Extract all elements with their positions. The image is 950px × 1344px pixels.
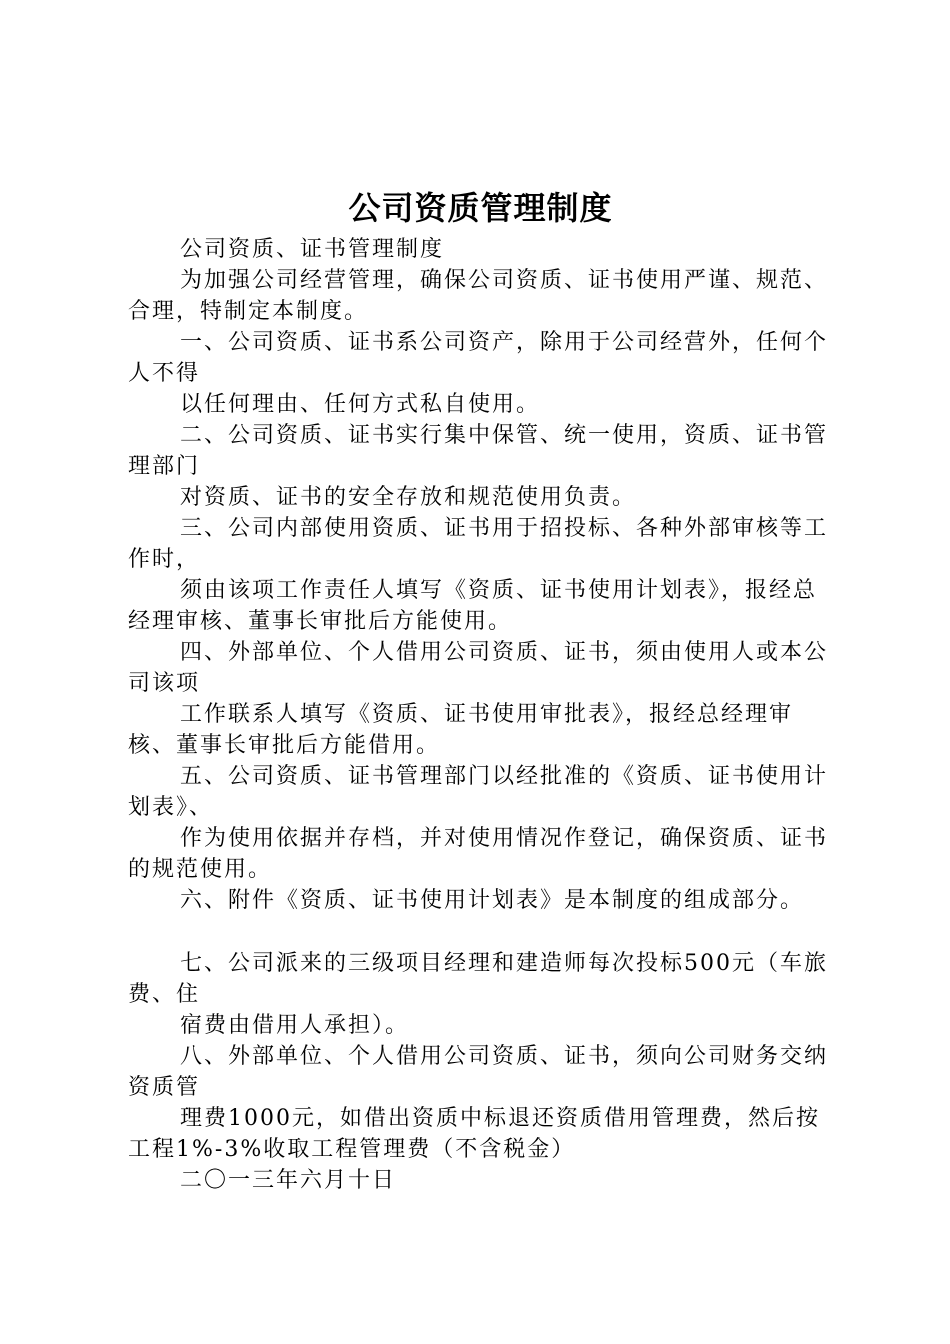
paragraph-spacer xyxy=(128,916,833,948)
document-title: 公司资质管理制度 xyxy=(348,189,613,227)
paragraph-clause-8-b: 理费1000元，如借出资质中标退还资质借用管理费，然后按工程1%-3%收取工程管理费（不含税金） xyxy=(128,1106,820,1162)
paragraph-subtitle: 公司资质、证书管理制度 xyxy=(180,237,445,262)
paragraph-clause-2-a: 二、公司资质、证书实行集中保管、统一使用，资质、证书管理部门 xyxy=(128,423,829,479)
paragraph-clause-1-b: 以任何理由、任何方式私自使用。 xyxy=(180,392,541,417)
paragraph-clause-5-b: 作为使用依据并存档，并对使用情况作登记，确保资质、证书的规范使用。 xyxy=(128,826,829,882)
paragraph-purpose: 为加强公司经营管理，确保公司资质、证书使用严谨、规范、合理，特制定本制度。 xyxy=(128,268,829,324)
paragraph-clause-6: 六、附件《资质、证书使用计划表》是本制度的组成部分。 xyxy=(180,888,805,913)
paragraph-clause-4-b: 工作联系人填写《资质、证书使用审批表》，报经总经理审核、董事长审批后方能借用。 xyxy=(128,702,794,758)
paragraph-clause-8-a: 八、外部单位、个人借用公司资质、证书，须向公司财务交纳资质管 xyxy=(128,1044,829,1100)
paragraph-clause-2-b: 对资质、证书的安全存放和规范使用负责。 xyxy=(180,485,637,510)
paragraph-clause-4-a: 四、外部单位、个人借用公司资质、证书，须由使用人或本公司该项 xyxy=(128,640,829,696)
paragraph-clause-3-b: 须由该项工作责任人填写《资质、证书使用计划表》，报经总经理审核、董事长审批后方能使用。 xyxy=(128,578,818,634)
paragraph-clause-1-a: 一、公司资质、证书系公司资产，除用于公司经营外，任何个人不得 xyxy=(128,330,829,386)
paragraph-clause-7-b: 宿费由借用人承担）。 xyxy=(180,1013,410,1038)
paragraph-clause-5-a: 五、公司资质、证书管理部门以经批准的《资质、证书使用计划表》、 xyxy=(128,764,829,820)
paragraph-clause-3-a: 三、公司内部使用资质、证书用于招投标、各种外部审核等工作时， xyxy=(128,516,829,572)
paragraph-date: 二〇一三年六月十日 xyxy=(180,1168,397,1193)
document-page xyxy=(128,186,833,1196)
paragraph-clause-7-a: 七、公司派来的三级项目经理和建造师每次投标500元（车旅费、住 xyxy=(128,951,828,1007)
